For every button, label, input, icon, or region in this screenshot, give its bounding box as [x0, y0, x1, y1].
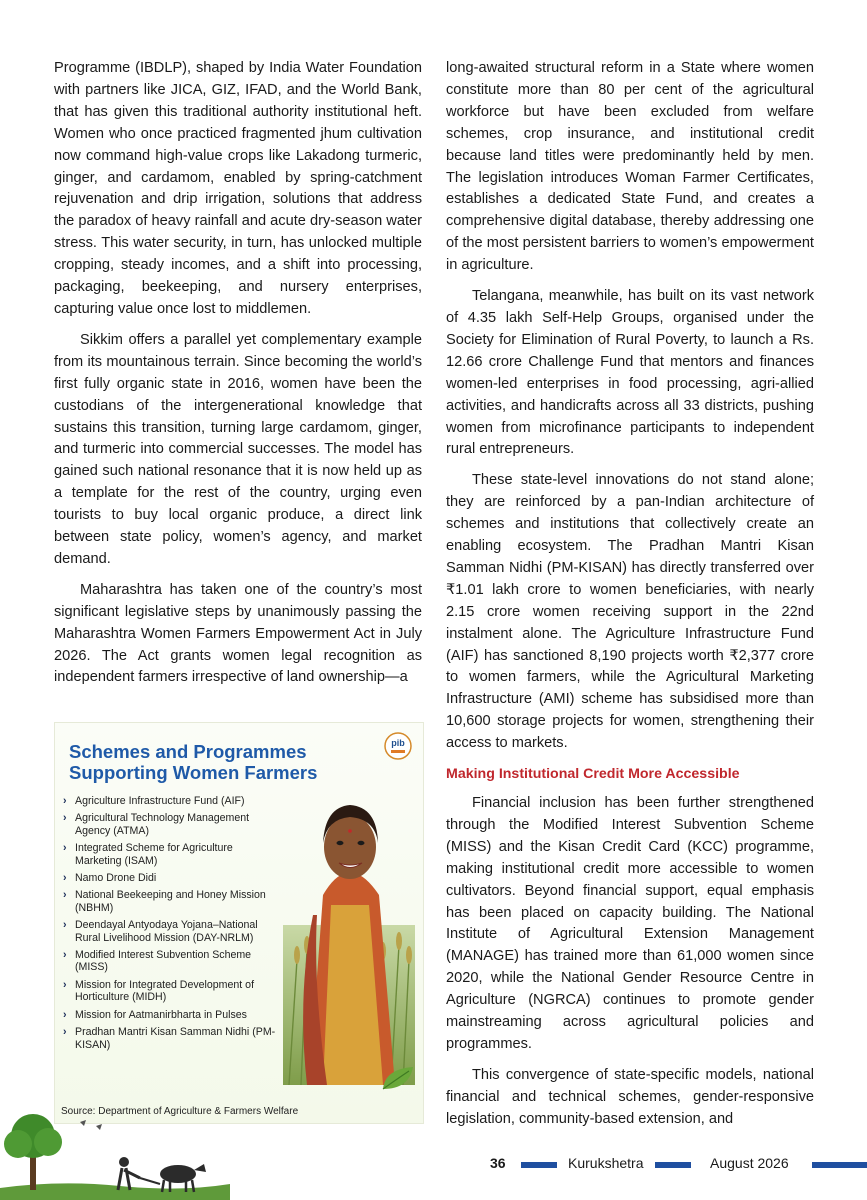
- list-item: › Mission for Aatmanirbharta in Pulses: [63, 1008, 247, 1021]
- leaf-icon: [379, 1063, 417, 1093]
- list-item: › Pradhan Mantri Kisan Samman Nidhi (PM-KISAN): [63, 1026, 276, 1051]
- paragraph: These state-level innovations do not stand alone; they are reinforced by a pan-Indian architecture of schemes and institutions that collectively create an enabling ecosystem. The Pradhan Mantri Kisan Samman Nidhi (PM-KISAN) has directly transferred over ₹1.01 lakh crore to women beneficiaries, with nearly 2.15 crore women receiving support in the 22nd instalment alone. The Agriculture Infrastructure Fund (AIF) has sanctioned 8,190 projects worth ₹2,377 crore to women farmers, while the Agricultural Marketing Infrastructure (AMI) scheme has subsidised more than 10,600 storage projects for women, strengthening their access to markets.: [446, 472, 814, 752]
- chevron-right-icon: ›: [63, 919, 67, 932]
- chevron-right-icon: ›: [63, 795, 67, 807]
- list-item: › Agriculture Infrastructure Fund (AIF): [63, 795, 245, 807]
- footer-bar: [812, 1162, 867, 1168]
- chevron-right-icon: ›: [63, 842, 67, 855]
- footer-bar: [655, 1162, 691, 1168]
- schemes-infographic: [54, 722, 424, 1124]
- infographic-title: Schemes and Programmes Supporting Women Farmers: [69, 741, 318, 783]
- list-item: › Deendayal Antyodaya Yojana–National Rural Livelihood Mission (DAY-NRLM): [63, 919, 258, 944]
- chevron-right-icon: ›: [63, 1008, 67, 1021]
- paragraph: This convergence of state-specific models, national financial and technical schemes, gender-responsive legislation, community-based extension, and: [446, 1066, 814, 1127]
- chevron-right-icon: ›: [63, 978, 67, 991]
- footer-bar: [521, 1162, 557, 1168]
- paragraph: Programme (IBDLP), shaped by India Water Foundation with partners like JICA, GIZ, IFAD, and the World Bank, that has given this traditional authority institutional heft. Women who once practiced fragmented jhum cultivation now command high-value crops like Lakadong turmeric, ginger, and cardamom, enabled by spring-catchment rejuvenation and drip irrigation, solutions that address the paradox of heavy rainfall and acute dry-season water stress. This water security, in turn, has unlocked multiple cropping, steady incomes, and a shift into processing, packaging, beekeeping, and nursery enterprises, capturing value once lost to middlemen.: [54, 60, 422, 317]
- paragraph: Financial inclusion has been further strengthened through the Modified Interest Subvention Scheme (MISS) and the Kisan Credit Card (KCC) programme, making institutional credit more accessible to women cultivators. Beyond financial support, equal emphasis has been placed on capacity building. The National Institute of Agricultural Extension Management (MANAGE) has trained more than 61,000 women since 2020, while the National Gender Resource Centre in Agriculture (NGRCA) continues to promote gender mainstreaming across agricultural policies and programmes.: [446, 795, 814, 1052]
- list-item: › Modified Interest Subvention Scheme (MISS): [63, 949, 252, 974]
- right-column: [446, 58, 814, 1140]
- chevron-right-icon: ›: [63, 1026, 67, 1039]
- chevron-right-icon: ›: [63, 949, 67, 962]
- magazine-name: Kurukshetra: [568, 1155, 644, 1171]
- svg-text:pib: pib: [391, 738, 405, 748]
- left-column: [54, 58, 422, 698]
- chevron-right-icon: ›: [63, 872, 67, 885]
- paragraph: Sikkim offers a parallel yet complementary example from its mountainous terrain. Since becoming the world’s first fully organic state in 2016, women have been the custodians of the intergenerational knowledge that sustains this transition, turning large cardamom, ginger, and turmeric into commercial successes. The model has gained such national resonance that it is now held up as a template for the rest of the country, urging even tourists to buy local organic produce, a direct link between state policy, women’s agency, and market demand.: [54, 331, 422, 567]
- paragraph: Telangana, meanwhile, has built on its vast network of 4.35 lakh Self-Help Groups, organised under the Society for Elimination of Rural Poverty, to launch a Rs. 12.66 crore Challenge Fund that mentors and finances women-led enterprises in food processing, agri-allied activities, and handicrafts across all 33 districts, pushing women from microfinance participants to independent rural entrepreneurs.: [446, 288, 814, 458]
- list-item: › Mission for Integrated Development of Horticulture (MIDH): [63, 978, 255, 1004]
- issue-date: August 2026: [710, 1155, 789, 1171]
- schemes-list: [63, 795, 281, 1056]
- infographic-source: Source: Department of Agriculture & Farmers Welfare: [61, 1106, 299, 1117]
- chevron-right-icon: ›: [63, 889, 67, 902]
- page-footer: [0, 1153, 867, 1177]
- section-subheading: Making Institutional Credit More Accessible: [446, 766, 740, 783]
- chevron-right-icon: ›: [63, 812, 67, 825]
- list-item: › Integrated Scheme for Agriculture Marketing (ISAM): [63, 842, 233, 867]
- list-item: › Agricultural Technology Management Agency (ATMA): [63, 812, 250, 837]
- list-item: › Namo Drone Didi: [63, 872, 157, 885]
- paragraph: long-awaited structural reform in a State where women constitute more than 80 per cent of the agricultural workforce but have been excluded from welfare schemes, crop insurance, and institutional credit because land titles were predominantly held by men. The legislation introduces Woman Farmer Certificates, establishes a dedicated State Fund, and creates a comprehensive digital database, thereby addressing one of the most persistent barriers to women’s empowerment in agriculture.: [446, 60, 814, 274]
- paragraph: Maharashtra has taken one of the country’s most significant legislative steps by unanimously passing the Maharashtra Women Farmers Empowerment Act in July 2026. The Act grants women legal recognition as independent farmers irrespective of land ownership—a: [54, 581, 422, 686]
- list-item: › National Beekeeping and Honey Mission (NBHM): [63, 889, 266, 914]
- page-number: 36: [490, 1155, 506, 1171]
- woman-farmer-photo: [283, 755, 415, 1085]
